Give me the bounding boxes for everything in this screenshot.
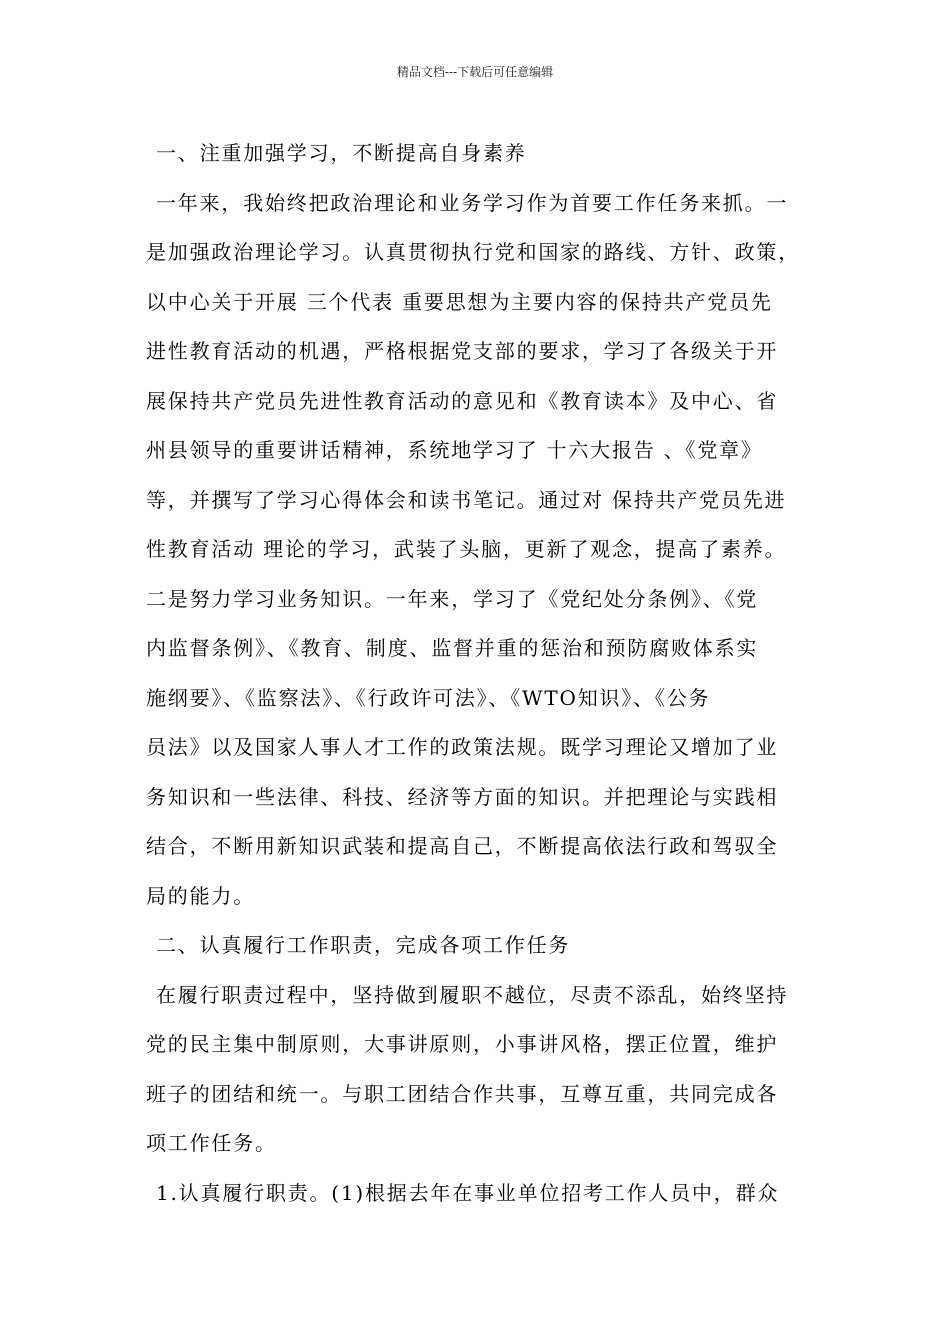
text-line: 以中心关于开展 三个代表 重要思想为主要内容的保持共产党员先 (146, 289, 773, 314)
text-line: 在履行职责过程中，坚持做到履职不越位，尽责不添乱，始终坚持 (156, 982, 789, 1007)
text-line: 二、认真履行工作职责，完成各项工作任务 (156, 933, 571, 957)
text-line: 展保持共产党员先进性教育活动的意见和《教育读本》及中心、省 (146, 388, 779, 413)
text-line: 一年来，我始终把政治理论和业务学习作为首要工作任务来抓。一 (156, 190, 789, 215)
text-line: 项工作任务。 (146, 1131, 277, 1155)
text-line: 二是努力学习业务知识。一年来，学习了《党纪处分条例》、《党 (146, 586, 759, 611)
text-line: 内监督条例》、《教育、制度、监督并重的惩治和预防腐败体系实 (146, 636, 759, 660)
text-line: 州县领导的重要讲话精神，系统地学习了 十六大报告 、《党章》 (146, 438, 763, 462)
text-line: 等，并撰写了学习心得体会和读书笔记。通过对 保持共产党员先进 (146, 487, 787, 512)
text-line: 局的能力。 (146, 883, 255, 908)
document-body (146, 129, 830, 1218)
page-header: 精品文档---下载后可任意编辑 (396, 65, 554, 79)
text-line: 务知识和一些法律、科技、经济等方面的知识。并把理论与实践相 (146, 784, 779, 809)
text-line: 是加强政治理论学习。认真贯彻执行党和国家的路线、方针、政策， (146, 240, 800, 264)
text-line: 党的民主集中制原则，大事讲原则，小事讲风格，摆正位置，维护 (146, 1032, 779, 1056)
text-line: 一、注重加强学习，不断提高自身素养 (156, 141, 527, 165)
text-line: 员法》以及国家人事人才工作的政策法规。既学习理论又增加了业 (146, 735, 779, 759)
text-line: 性教育活动 理论的学习，武装了头脑，更新了观念，提高了素养。 (146, 537, 787, 561)
text-line: 施纲要》、《监察法》、《行政许可法》、《WTO知识》、《公务 (146, 685, 711, 710)
text-line: 结合，不断用新知识武装和提高自己，不断提高依法行政和驾驭全 (146, 834, 779, 858)
text-line: 班子的团结和统一。与职工团结合作共事，互尊互重，共同完成各 (146, 1081, 779, 1106)
text-line: 进性教育活动的机遇，严格根据党支部的要求，学习了各级关于开 (146, 339, 779, 363)
text-line: 1.认真履行职责。(1)根据去年在事业单位招考工作人员中，群众 (156, 1180, 780, 1205)
